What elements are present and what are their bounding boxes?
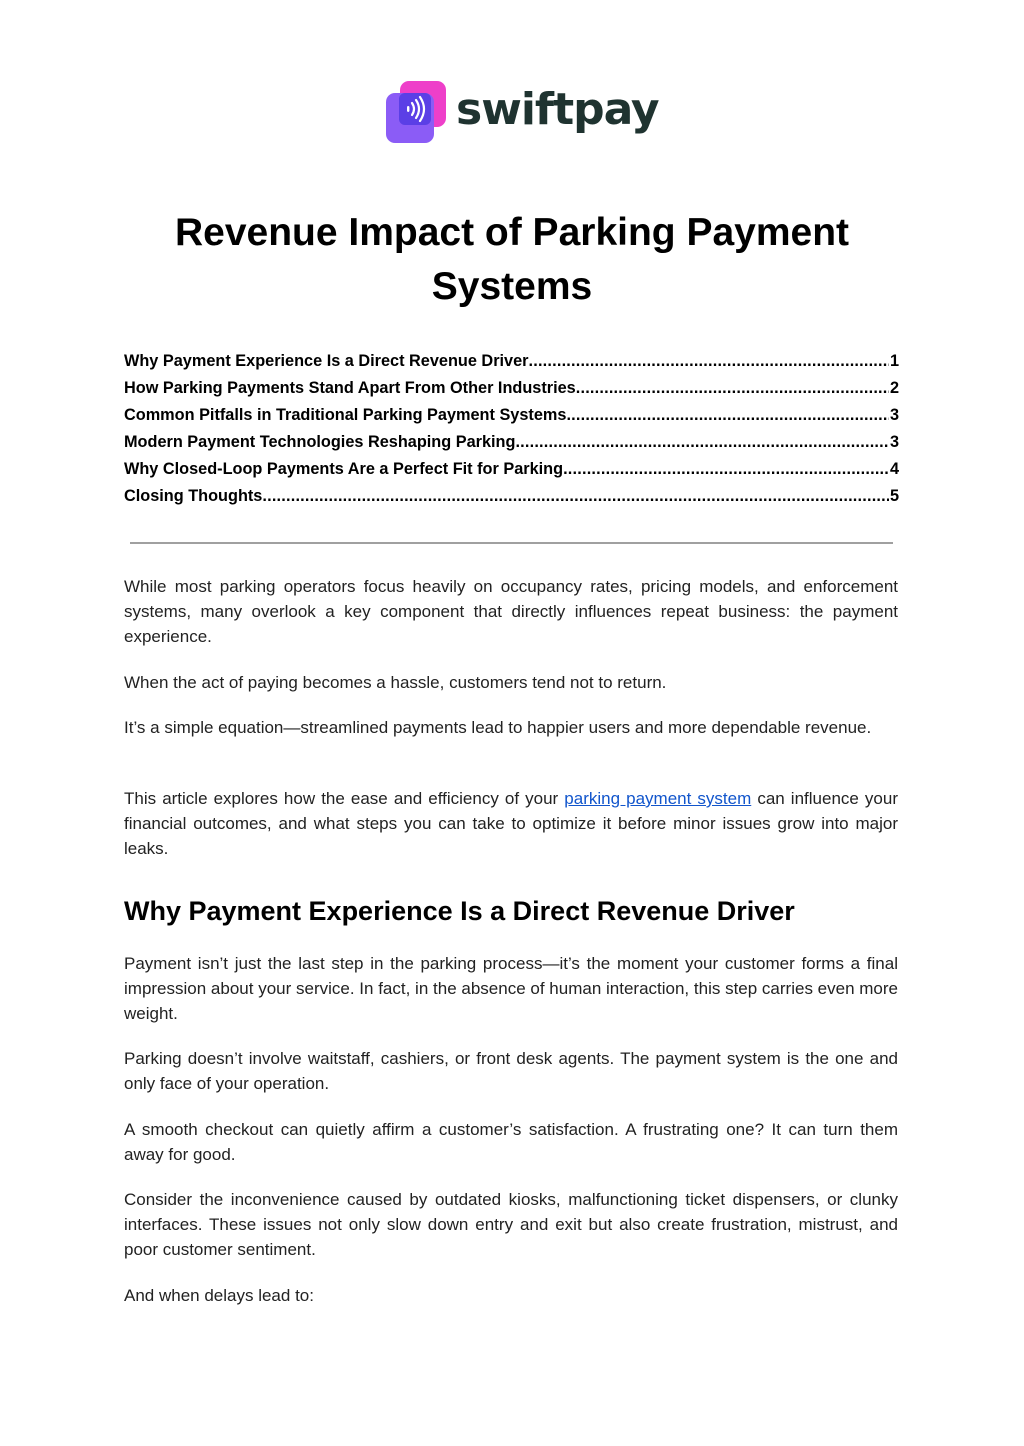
intro-paragraph: It’s a simple equation—streamlined payments lead to happier users and more dependable revenue. <box>124 718 872 737</box>
brand-name: swiftpay <box>456 84 659 135</box>
section-paragraph: Consider the inconvenience caused by outdated kiosks, malfunctioning ticket dispensers, or clunky interfaces. These issues not only slow down entry and exit but also create frustration, mistrust, and poor customer sentiment. <box>124 1190 898 1259</box>
parking-payment-system-link[interactable]: parking payment system <box>564 789 752 808</box>
toc-page-number[interactable]: 5 <box>889 487 899 505</box>
toc-entry-title[interactable]: Closing Thoughts <box>124 487 263 505</box>
paragraph-text: can influence your financial outcomes, and what steps you can take to optimize it before minor issues grow into major leaks. <box>124 789 898 858</box>
toc-leader-dots <box>529 352 889 371</box>
toc-leader-dots <box>563 460 889 479</box>
toc-entry[interactable] <box>124 352 899 379</box>
toc-leader-dots <box>576 379 889 398</box>
toc-entry-title[interactable]: Common Pitfalls in Traditional Parking Payment Systems <box>124 406 567 424</box>
document-title: Revenue Impact of Parking Payment Systems <box>174 211 850 308</box>
toc-entry[interactable] <box>124 406 899 433</box>
toc-page-number[interactable]: 3 <box>889 433 899 451</box>
toc-leader-dots <box>515 433 889 452</box>
swiftpay-logo <box>386 80 659 144</box>
toc-entry[interactable] <box>124 487 899 514</box>
section-paragraph: Parking doesn’t involve waitstaff, cashiers, or front desk agents. The payment system is the one and only face of your operation. <box>124 1049 898 1093</box>
toc-entry-title[interactable]: How Parking Payments Stand Apart From Other Industries <box>124 379 576 397</box>
toc-entry[interactable] <box>124 433 899 460</box>
toc-entry[interactable] <box>124 379 899 406</box>
intro-paragraph: While most parking operators focus heavily on occupancy rates, pricing models, and enforcement systems, many overlook a key component that directly influences repeat business: the payment experience. <box>124 577 898 646</box>
horizontal-divider <box>130 542 893 544</box>
section-heading: Why Payment Experience Is a Direct Revenue Driver <box>124 896 795 926</box>
toc-entry-title[interactable]: Why Payment Experience Is a Direct Revenue Driver <box>124 352 529 370</box>
toc-leader-dots <box>566 406 889 425</box>
contactless-payment-icon <box>386 81 448 143</box>
section-paragraph: A smooth checkout can quietly affirm a customer’s satisfaction. A frustrating one? It can turn them away for good. <box>124 1120 898 1164</box>
intro-paragraph: When the act of paying becomes a hassle, customers tend not to return. <box>124 673 667 692</box>
toc-entry-title[interactable]: Why Closed-Loop Payments Are a Perfect Fit for Parking <box>124 460 564 478</box>
toc-page-number[interactable]: 1 <box>889 352 899 370</box>
toc-entry-title[interactable]: Modern Payment Technologies Reshaping Parking <box>124 433 516 451</box>
toc-page-number[interactable]: 3 <box>889 406 899 424</box>
paragraph-text: This article explores how the ease and efficiency of your <box>124 789 565 808</box>
toc-page-number[interactable]: 4 <box>889 460 899 478</box>
table-of-contents <box>124 352 899 514</box>
toc-page-number[interactable]: 2 <box>889 379 899 397</box>
intro-paragraph-with-link <box>124 786 898 861</box>
section-paragraph: Payment isn’t just the last step in the parking process—it’s the moment your customer forms a final impression about your service. In fact, in the absence of human interaction, this step carries even more weight. <box>124 954 898 1023</box>
toc-entry[interactable] <box>124 460 899 487</box>
section-paragraph: And when delays lead to: <box>124 1286 314 1305</box>
toc-leader-dots <box>262 487 889 506</box>
